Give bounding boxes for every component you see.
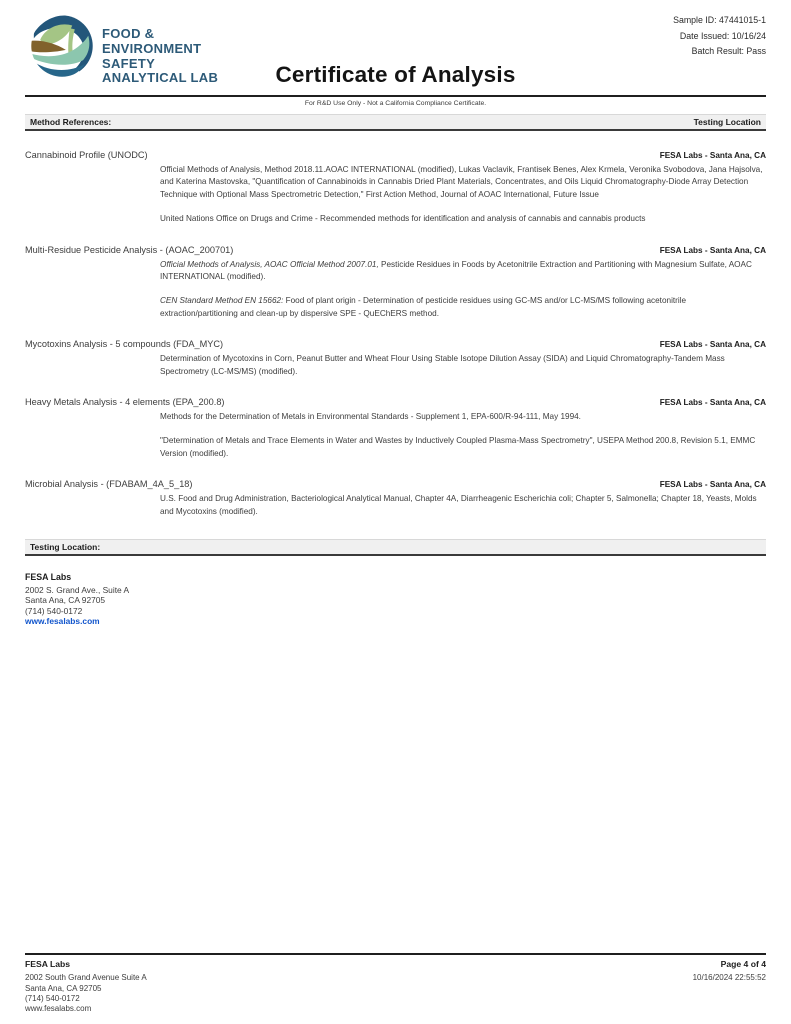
- sample-id: Sample ID: 47441015-1: [673, 15, 766, 25]
- method-name: Mycotoxins Analysis - 5 compounds (FDA_MYC): [25, 339, 224, 350]
- method-paragraph: Determination of Mycotoxins in Corn, Peanut Butter and Wheat Flour Using Stable Isotope Dilution Assay (SIDA) and Liquid Chromatography-Tandem Mass Spectrometry (LC-MS/MS) (modified).: [160, 354, 725, 376]
- method-section-microbial: [25, 479, 766, 518]
- method-references-bar: [25, 114, 766, 131]
- date-issued: Date Issued: 10/16/24: [679, 30, 766, 41]
- method-paragraph: "Determination of Metals and Trace Elements in Water and Wastes by Inductively Coupled Plasma-Mass Spectrometry", USEPA Method 200.8, Revision 5.1, EMMC Version (modified).: [160, 436, 756, 458]
- testing-location-address: [25, 572, 766, 627]
- method-location: FESA Labs - Santa Ana, CA: [659, 340, 766, 350]
- logo-line-3: SAFETY: [102, 55, 156, 71]
- method-paragraph: U.S. Food and Drug Administration, Bacteriological Analytical Manual, Chapter 4A, Diarrheagenic Escherichia coli; Chapter 5, Salmonella; Chapter 18, Yeasts, Molds and Mycotoxins (modified).: [160, 494, 757, 516]
- compliance-subtitle: For R&D Use Only - Not a California Compliance Certificate.: [304, 100, 487, 107]
- footer-address-line: Santa Ana, CA 92705: [25, 983, 102, 993]
- method-location: FESA Labs - Santa Ana, CA: [659, 398, 766, 408]
- logo-line-1: FOOD &: [102, 26, 155, 41]
- method-name: Cannabinoid Profile (UNODC): [25, 150, 148, 160]
- testing-location-bar: [25, 539, 766, 556]
- testing-location-label: Testing Location:: [30, 542, 101, 553]
- address-line: 2002 S. Grand Ave., Suite A: [25, 584, 130, 595]
- footer-address-line: 2002 South Grand Avenue Suite A: [25, 973, 147, 983]
- method-paragraph: Methods for the Determination of Metals in Environmental Standards - Supplement 1, EPA-600/R-94-111, May 1994.: [160, 412, 581, 422]
- footer-meta: [693, 959, 766, 1014]
- website-link[interactable]: www.fesalabs.com: [25, 616, 100, 627]
- footer-lab-name: FESA Labs: [25, 959, 71, 969]
- sample-info: [673, 13, 766, 60]
- footer-address: [25, 959, 147, 1014]
- page-title: Certificate of Analysis: [275, 62, 516, 87]
- logo-line-2: ENVIRONMENT: [102, 40, 202, 56]
- header: [0, 0, 791, 95]
- method-name: Heavy Metals Analysis - 4 elements (EPA_200.8): [25, 397, 225, 408]
- lab-name: FESA Labs: [25, 572, 72, 583]
- method-section-cannabinoid: [25, 150, 766, 226]
- method-paragraph: Official Methods of Analysis, Method 2018.11.AOAC INTERNATIONAL (modified), Lukas Vaclavik, Frantisek Benes, Alex Krmela, Veronika Svobodova, Jana Hajsolva, and Katerina Mastovska, "Quantification of Cannabinoids in Cannabis Dried Plant Materials, Concentrates, and Oils Liquid Chromatography-Diode Array Detection Technique with Optional Mass Spectrometric Detection," First Action Method, Journal of AOAC International, Future Issue: [160, 165, 763, 199]
- method-references-label: Method References:: [30, 117, 112, 127]
- header-divider: [25, 95, 766, 97]
- method-section-heavy-metals: [25, 397, 766, 460]
- method-name: Microbial Analysis - (FDABAM_4A_5_18): [25, 479, 193, 490]
- logo-line-4: ANALYTICAL LAB: [102, 70, 219, 86]
- method-paragraph: United Nations Office on Drugs and Crime - Recommended methods for identification and analysis of cannabis and cannabis products: [160, 214, 646, 224]
- method-paragraph: CEN Standard Method EN 15662: Food of plant origin - Determination of pesticide residues using GC-MS and/or LC-MS/MS following acetonitrile extraction/partitioning and clean-up by dispersive SPE - QuEChERS method.: [160, 296, 687, 318]
- phone-number: (714) 540-0172: [25, 605, 83, 616]
- address-line: Santa Ana, CA 92705: [25, 595, 106, 606]
- method-location: FESA Labs - Santa Ana, CA: [659, 151, 766, 160]
- method-location: FESA Labs - Santa Ana, CA: [659, 480, 766, 490]
- footer-phone: (714) 540-0172: [25, 993, 80, 1003]
- method-paragraph: Official Methods of Analysis, AOAC Official Method 2007.01, Pesticide Residues in Foods by Acetonitrile Extraction and Partitioning with Magnesium Sulfate, AOAC INTERNATIONAL (modified).: [160, 259, 752, 282]
- footer-timestamp: 10/16/2024 22:55:52: [692, 973, 766, 983]
- page-number: Page 4 of 4: [720, 959, 766, 969]
- testing-location-column-label: Testing Location: [693, 117, 761, 127]
- method-name: Multi-Residue Pesticide Analysis - (AOAC_200701): [25, 244, 234, 255]
- method-section-pesticide: [25, 245, 766, 321]
- footer: [25, 953, 766, 1014]
- footer-website-link[interactable]: www.fesalabs.com: [25, 1004, 92, 1014]
- method-section-mycotoxins: [25, 339, 766, 378]
- batch-result: Batch Result: Pass: [691, 46, 766, 56]
- method-location: FESA Labs - Santa Ana, CA: [659, 245, 766, 255]
